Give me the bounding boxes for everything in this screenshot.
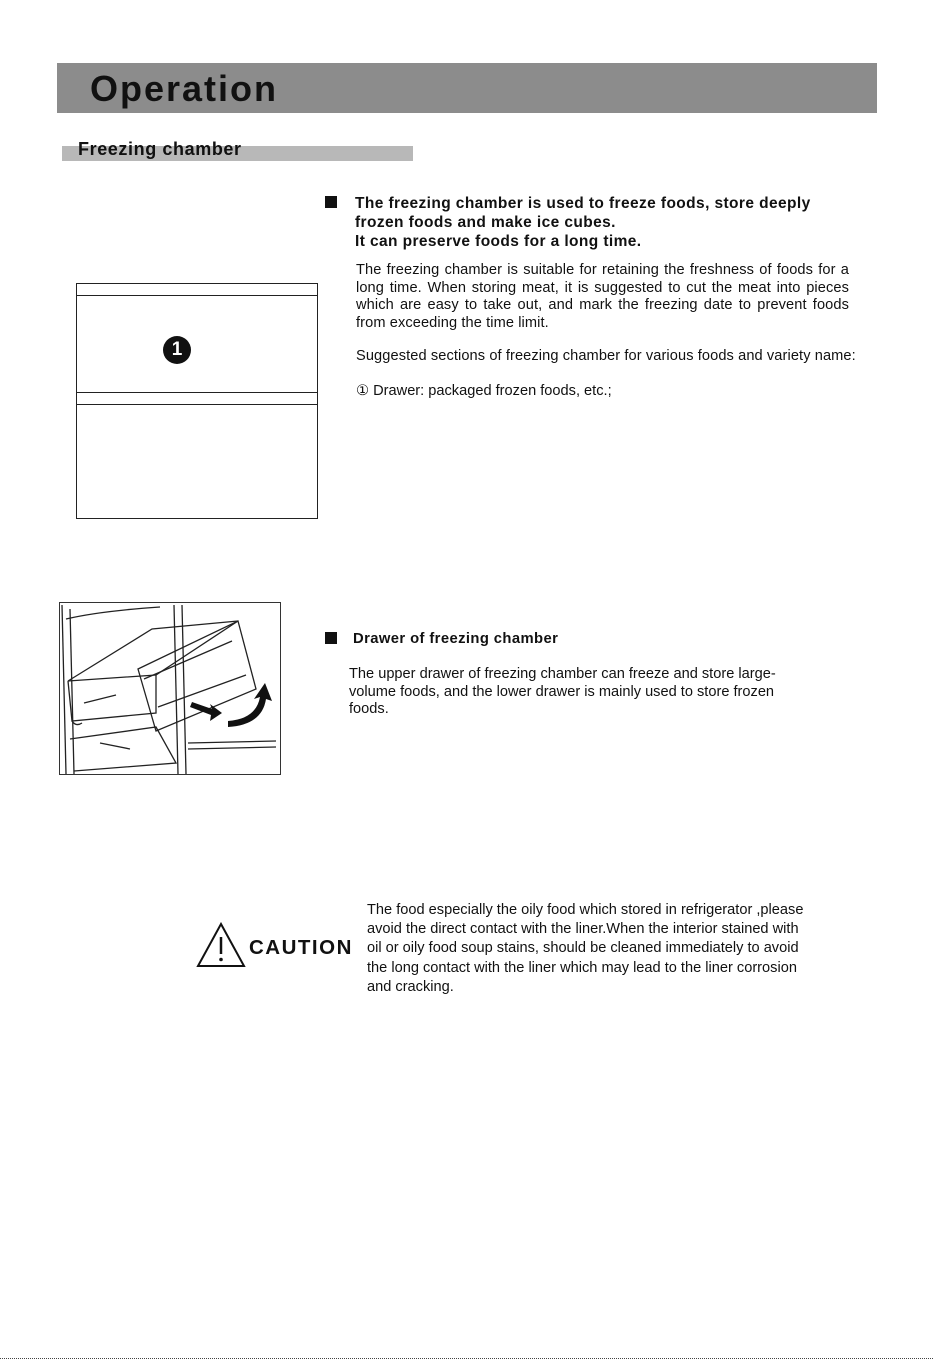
- block1-heading-line: The freezing chamber is used to freeze foods, store deeply: [355, 195, 811, 212]
- caution-text-line: avoid the direct contact with the liner.When the interior stained with: [367, 921, 799, 938]
- freezer-diagram: [76, 283, 318, 519]
- block2-paragraph-line: The upper drawer of freezing chamber can freeze and store large-: [349, 666, 776, 682]
- block1-suggested: Suggested sections of freezing chamber for various foods and variety name:: [356, 348, 856, 364]
- block1-item-drawer: ① Drawer: packaged frozen foods, etc.;: [356, 383, 612, 399]
- footer-divider: [0, 1358, 933, 1359]
- bullet-square-icon: [325, 196, 337, 208]
- caution-text-line: the long contact with the liner which may lead to the liner corrosion: [367, 959, 797, 976]
- caution-text-line: and cracking.: [367, 978, 454, 995]
- diagram-divider: [77, 404, 317, 405]
- block1-paragraph: The freezing chamber is suitable for retaining the freshness of foods for a long time. When storing meat, it is suggested to cut the meat into pieces which are easy to take out, and mark the freezing date to prevent foods from exceeding the time limit.: [356, 262, 849, 331]
- block2-paragraph-line: volume foods, and the lower drawer is mainly used to store frozen: [349, 683, 775, 700]
- caution-text-line: oil or oily food soup stains, should be cleaned immediately to avoid: [367, 940, 799, 957]
- diagram-badge: 1: [163, 336, 191, 364]
- page-title: Operation: [90, 68, 279, 109]
- block1-heading: [355, 194, 865, 251]
- caution-text: [367, 901, 887, 997]
- bullet-square-icon: [325, 632, 337, 644]
- block1-heading-line: frozen foods and make ice cubes.: [355, 214, 616, 231]
- section-title: Freezing chamber: [78, 139, 242, 159]
- diagram-divider: [77, 392, 317, 393]
- warning-triangle-icon: [196, 922, 246, 973]
- block2-paragraph-line: foods.: [349, 701, 389, 718]
- drawer-drawing: [60, 603, 280, 774]
- caution-label: CAUTION: [249, 936, 353, 959]
- drawer-illustration: [59, 602, 281, 775]
- block2-paragraph: [349, 666, 869, 719]
- diagram-divider: [77, 295, 317, 296]
- block1-heading-line: It can preserve foods for a long time.: [355, 233, 642, 250]
- caution-text-line: The food especially the oily food which stored in refrigerator ,please: [367, 902, 804, 918]
- block2-heading: Drawer of freezing chamber: [353, 631, 559, 647]
